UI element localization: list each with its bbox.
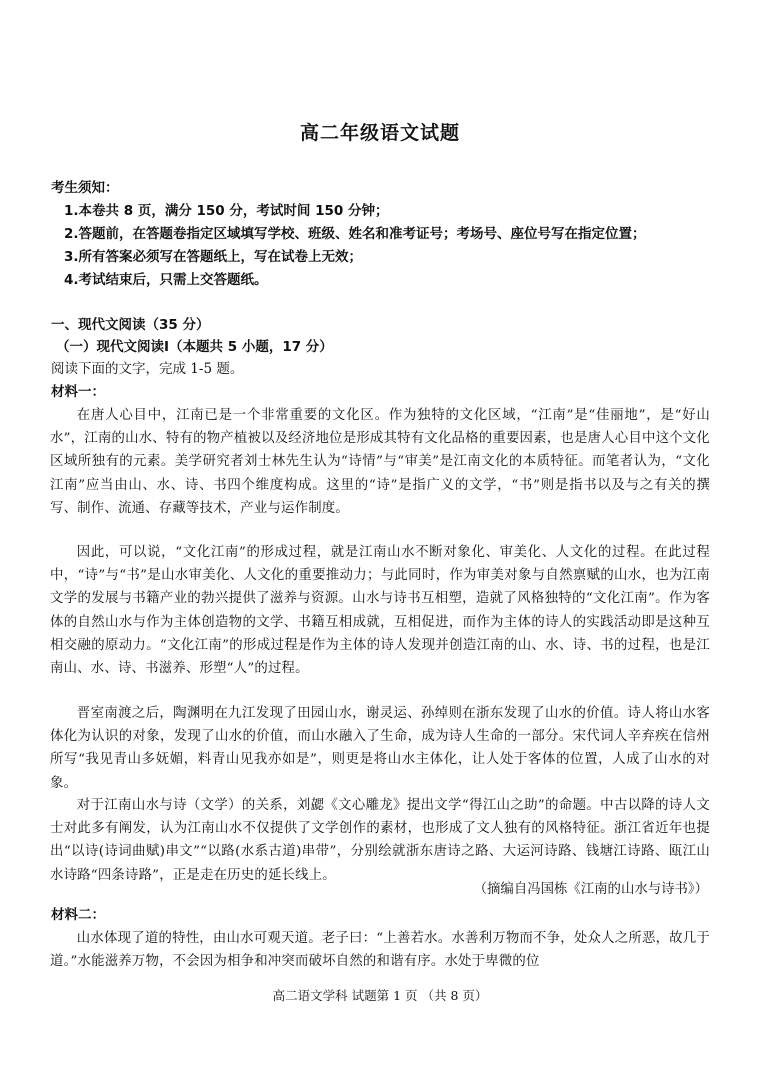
section-heading: 一、现代文阅读（35 分） [51, 317, 210, 333]
notice-item: 2.答题前，在答题卷指定区域填写学校、班级、姓名和准考证号；考场号、座位号写在指定位置； [64, 226, 646, 242]
notice-item: 4.考试结束后，只需上交答题纸。 [64, 272, 268, 288]
notice-item: 3.所有答案必须写在答题纸上，写在试卷上无效； [64, 249, 363, 265]
page-footer: 高二语文学科 试题第 1 页 （共 8 页） [272, 988, 488, 1003]
material-paragraph: 因此，可以说，“文化江南”的形成过程，就是江南山水不断对象化、审美化、人文化的过程。在此过程中，“诗”与“书”是山水审美化、人文化的重要推动力；与此同时，作为审美对象与自然禀赋的山水，也为江南文学的发展与书籍产业的勃兴提供了滋养与资源。山水与诗书互相塑，造就了风格独特的“文化江南”。作为客体的自然山水与作为主体创造物的文学、书籍互相成就，互相促进，而作为主体的诗人的实践活动即是这种互相交融的原动力。“文化江南”的形成过程是作为主体的诗人发现并创造江南的山、水、诗、书的过程，也是江南山、水、诗、书滋养、形塑“人”的过程。 [50, 545, 710, 677]
material-label: 材料二： [51, 907, 105, 923]
material-paragraph: 对于江南山水与诗（文学）的关系，刘勰《文心雕龙》提出文学“得江山之助”的命题。中古以降的诗人文士对此多有阐发，认为江南山水不仅提供了文学创作的素材，也形成了文人独有的风格特征。浙江省近年也提出“以诗(诗词曲赋)串文”“以路(水系古道)串带”，分别绘就浙东唐诗之路、大运河诗路、钱塘江诗路、瓯江山水诗路“四条诗路”，正是走在历史的延长线上。 [50, 798, 710, 883]
material-paragraph: 山水体现了道的特性，由山水可观天道。老子曰：“上善若水。水善利万物而不争，处众人之所恶，故几于道。”水能滋养万物，不会因为相争和冲突而破坏自然的和谐有序。水处于卑微的位 [50, 931, 710, 970]
instruction-text: 阅读下面的文字，完成 1-5 题。 [51, 361, 244, 377]
subsection-heading: （一）现代文阅读Ⅰ（本题共 5 小题，17 分） [56, 339, 333, 355]
notice-item: 1.本卷共 8 页，满分 150 分，考试时间 150 分钟； [64, 203, 389, 219]
source-citation: （摘编自冯国栋《江南的山水与诗书》） [473, 882, 708, 897]
material-label: 材料一： [51, 384, 105, 400]
notice-heading: 考生须知： [51, 180, 119, 196]
page-title: 高二年级语文试题 [299, 122, 460, 144]
material-paragraph: 晋室南渡之后，陶渊明在九江发现了田园山水，谢灵运、孙绰则在浙东发现了山水的价值。诗人将山水客体化为认识的对象，发现了山水的价值，而山水融入了生命，成为诗人生命的一部分。宋代词人辛弃疾在信州所写“我见青山多妩媚，料青山见我亦如是”，则更是将山水主体化，让人处于客体的位置，人成了山水的对象。 [50, 706, 710, 791]
material-paragraph: 在唐人心目中，江南已是一个非常重要的文化区。作为独特的文化区域，“江南”是“佳丽地”，是“好山水”，江南的山水、特有的物产植被以及经济地位是形成其特有文化品格的重要因素，也是唐人心目中这个文化区域所独有的元素。美学研究者刘士林先生认为“诗情”与“审美”是江南文化的本质特征。而笔者认为，“文化江南”应当由山、水、诗、书四个维度构成。这里的“诗”是指广义的文学，“书”则是指书以及与之有关的撰写、制作、流通、存藏等技术，产业与运作制度。 [50, 408, 710, 516]
